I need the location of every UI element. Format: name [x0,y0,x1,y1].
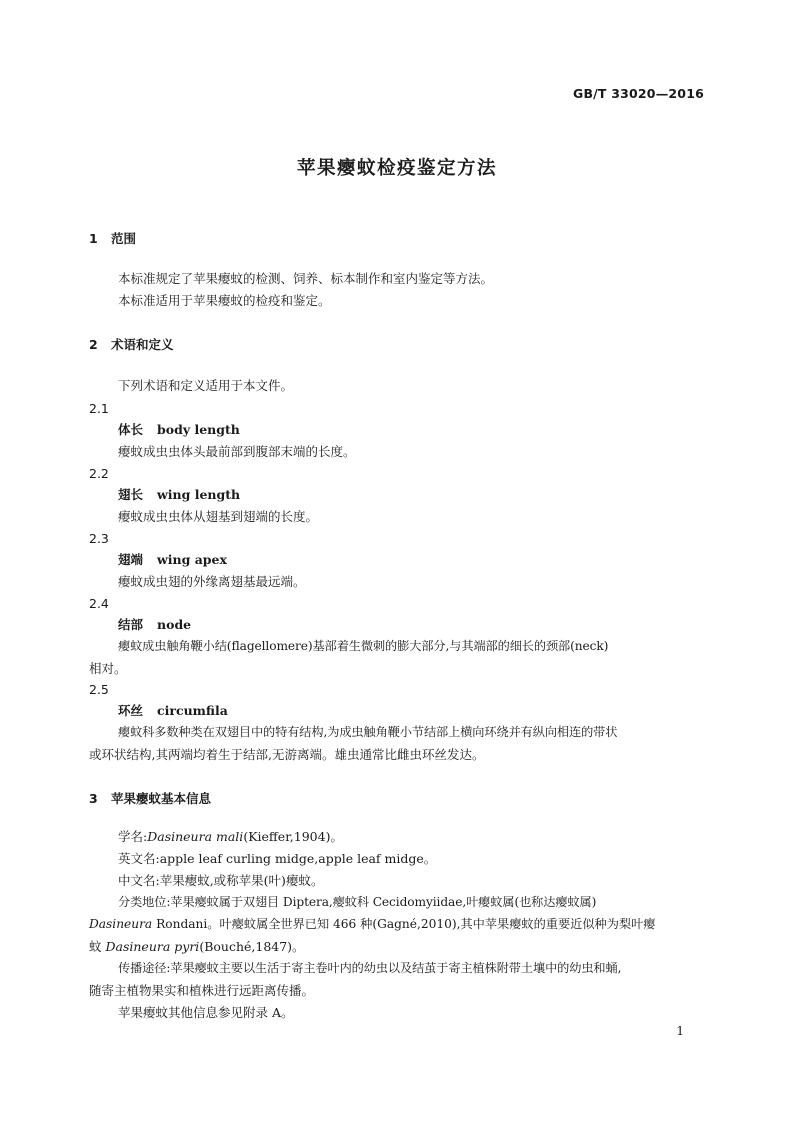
sci-name-genus: Dasineura mali [147,829,244,844]
term-entry [89,700,734,721]
page-number: 1 [676,1024,684,1038]
term-en: wing apex [157,552,227,567]
term-definition: 瘿蚊成虫翅的外缘离翅基最远端。 [118,574,306,589]
term-definition: 瘿蚊科多数种类在双翅目中的特有结构,为成虫触角鞭小节结部上横向环绕并有纵向相连的带状 [118,725,618,739]
term-entry [89,484,734,505]
taxonomy-text: 蚊 [89,939,106,954]
section-3-heading [89,788,705,809]
term-en: circumfila [157,703,228,718]
term-zh: 环丝 [118,703,144,718]
term-definition: 瘿蚊成虫触角鞭小结(flagellomere)基部着生微刺的膨大部分,与其端部的细长的颈部(neck) [118,639,609,653]
standard-code: GB/T 33020—2016 [572,86,704,101]
scientific-name [89,826,705,847]
section-title: 苹果瘿蚊基本信息 [111,791,212,806]
taxonomy-line [89,914,705,935]
sci-name-prefix: 学名: [118,829,148,844]
appendix-note: 苹果瘿蚊其他信息参见附录 A。 [118,1005,294,1020]
term-en: node [157,617,192,632]
chinese-name: 中文名:苹果瘿蚊,或称苹果(叶)瘿蚊。 [118,873,324,888]
term-zh: 翅长 [118,487,144,502]
term-number: 2.4 [89,596,109,611]
taxonomy-text: Rondani。叶瘿蚊属全世界已知 466 种(Gagné,2010),其中苹果瘿蚊的重要近似种为梨叶瘿 [152,917,656,931]
transmission-line: 随寄主植物果实和植株进行远距离传播。 [89,983,315,998]
term-definition: 瘿蚊成虫虫体头最前部到腹部末端的长度。 [118,444,356,459]
paragraph: 本标准适用于苹果瘿蚊的检疫和鉴定。 [118,293,331,308]
term-entry [89,614,734,635]
term-definition: 瘿蚊成虫虫体从翅基到翅端的长度。 [118,509,319,524]
term-number: 2.2 [89,466,109,481]
species-name: Dasineura pyri [105,939,200,954]
term-en: body length [157,422,240,437]
section-number: 3 [89,791,98,806]
paragraph: 本标准规定了苹果瘿蚊的检测、饲养、标本制作和室内鉴定等方法。 [118,271,494,286]
taxonomy-text: (Bouché,1847)。 [199,939,305,954]
section-1-heading [89,228,705,249]
taxonomy-line: 分类地位:苹果瘿蚊属于双翅目 Diptera,瘿蚊科 Cecidomyiidae,叶瘿蚊属(也称达瘿蚊属) [118,895,597,909]
term-number: 2.3 [89,531,109,546]
section-number: 1 [89,231,98,246]
english-name: 英文名:apple leaf curling midge,apple leaf midge。 [118,851,437,866]
term-number: 2.5 [89,682,109,697]
taxonomy-line [89,936,705,957]
genus-name: Dasineura [89,917,153,931]
section-title: 范围 [111,231,137,246]
term-definition-continued: 相对。 [89,661,127,676]
term-number: 2.1 [89,401,109,416]
term-zh: 翅端 [118,552,144,567]
term-zh: 体长 [118,422,144,437]
section-title: 术语和定义 [111,337,174,352]
sci-name-suffix: (Kieffer,1904)。 [243,829,343,844]
term-entry [89,419,734,440]
paragraph: 下列术语和定义适用于本文件。 [118,378,294,393]
term-entry [89,549,734,570]
transmission-line: 传播途径:苹果瘿蚊主要以生活于寄主卷叶内的幼虫以及结茧于寄主植株附带土壤中的幼虫和蛹, [118,961,622,975]
term-en: wing length [157,487,241,502]
section-2-heading [89,334,705,355]
term-zh: 结部 [118,617,144,632]
term-definition-continued: 或环状结构,其两端均着生于结部,无游离端。雄虫通常比雌虫环丝发达。 [89,747,485,762]
document-title: 苹果瘿蚊检疫鉴定方法 [296,158,497,179]
section-number: 2 [89,337,98,352]
